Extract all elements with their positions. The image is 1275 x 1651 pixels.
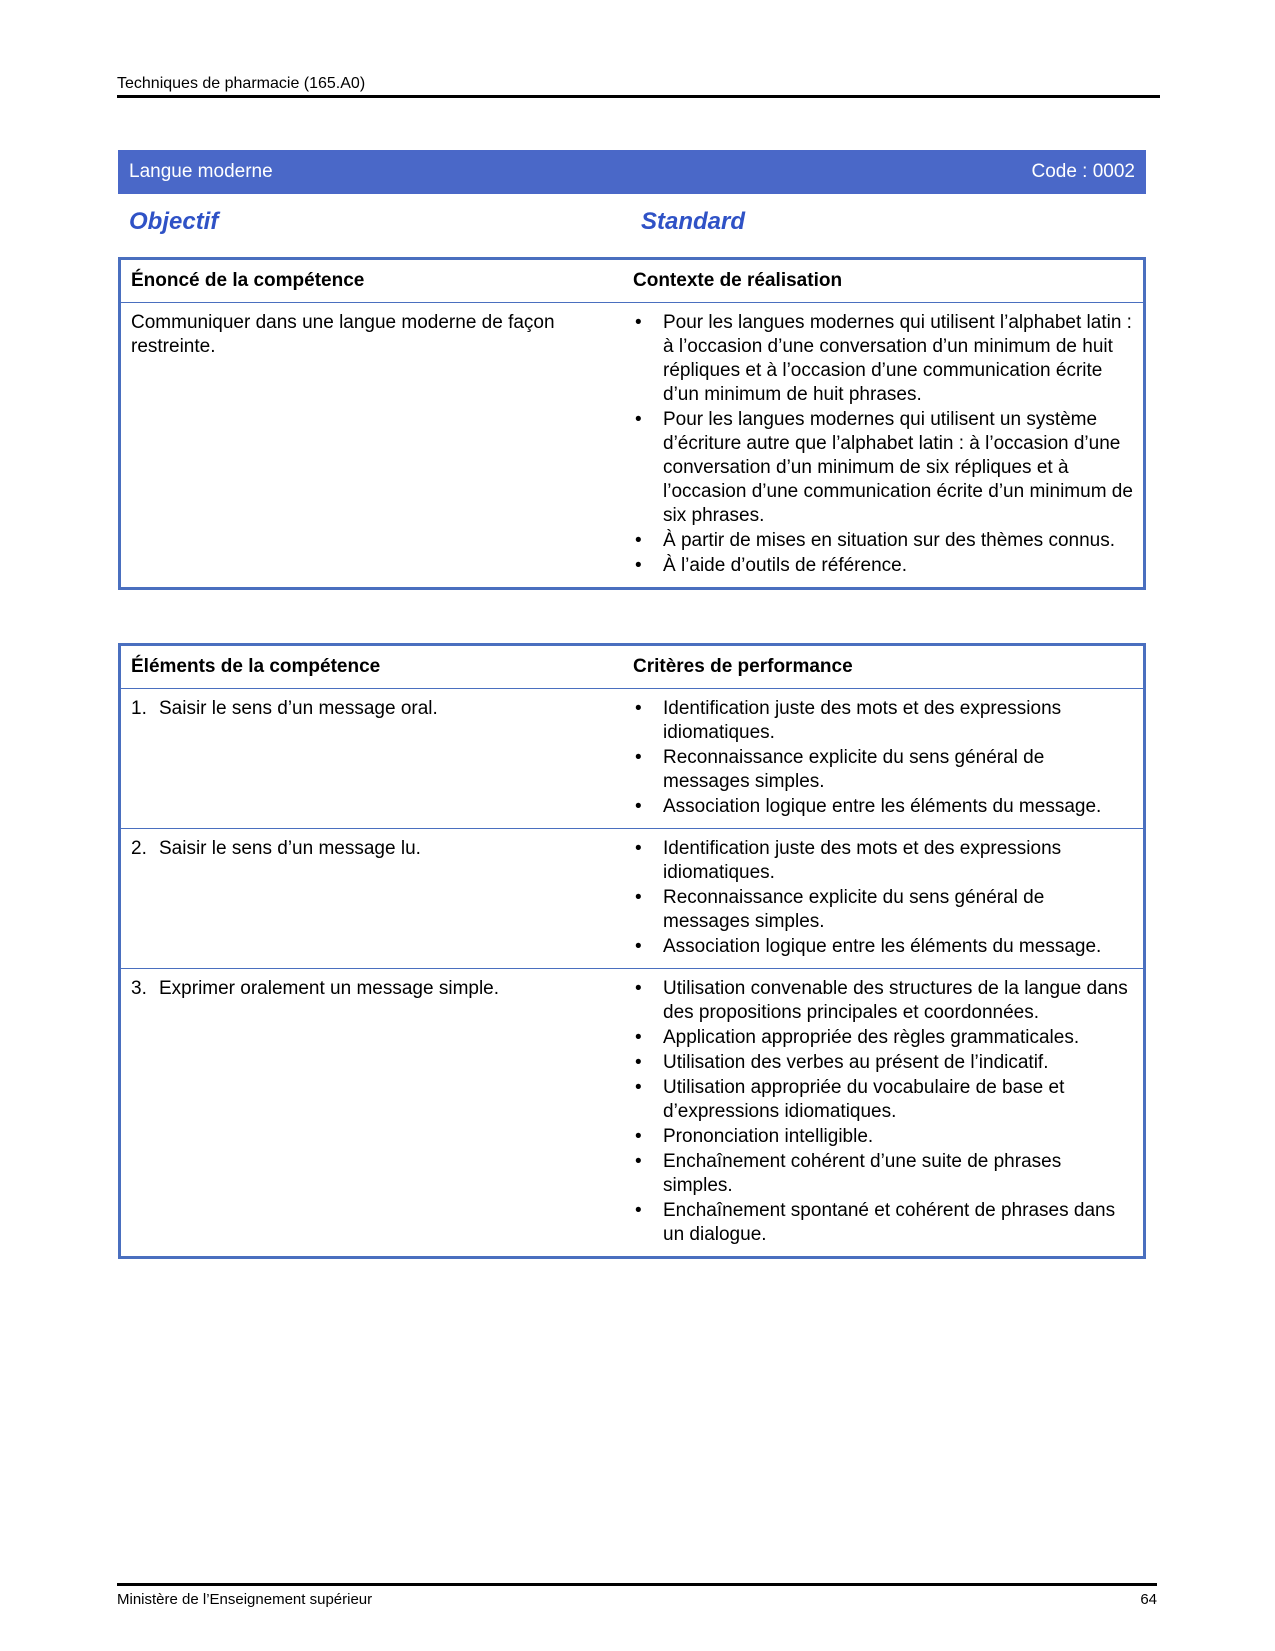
- element-item: 2. Saisir le sens d’un message lu.: [131, 838, 421, 859]
- competence-statement-header: Énoncé de la compétence: [131, 270, 365, 291]
- list-item: • Identification juste des mots et des expressions idiomatiques.: [635, 698, 1062, 743]
- bullet-icon: •: [635, 698, 642, 719]
- criteria-list: [633, 977, 1133, 1247]
- list-item: • Application appropriée des règles grammaticales.: [635, 1027, 1080, 1048]
- criteria-header: Critères de performance: [633, 656, 853, 677]
- subject-title: Langue moderne: [129, 161, 273, 182]
- list-item: • Reconnaissance explicite du sens général de messages simples.: [635, 887, 1045, 932]
- title-bar: [118, 150, 1146, 194]
- bullet-icon: •: [635, 747, 642, 768]
- list-item: • Prononciation intelligible.: [635, 1126, 874, 1147]
- subhead-objectif: Objectif: [129, 208, 219, 235]
- list-item: • Utilisation appropriée du vocabulaire de base et d’expressions idiomatiques.: [635, 1077, 1065, 1122]
- list-item: • Utilisation convenable des structures de la langue dans des propositions principales et coordonnées.: [635, 978, 1128, 1023]
- bullet-icon: •: [635, 978, 642, 999]
- footer-ministry: Ministère de l’Enseignement supérieur: [117, 1591, 373, 1608]
- competence-table: [118, 257, 1146, 590]
- bullet-icon: •: [635, 530, 642, 551]
- competence-header-row: [121, 260, 1143, 302]
- elements-header-row: [121, 646, 1143, 688]
- table-row: [121, 828, 1143, 968]
- bullet-icon: •: [635, 312, 642, 333]
- criteria-list: [633, 697, 1133, 819]
- element-item: 1. Saisir le sens d’un message oral.: [131, 698, 438, 719]
- competence-body-row: [121, 302, 1143, 587]
- bullet-icon: •: [635, 409, 642, 430]
- page-footer: [117, 1591, 1157, 1608]
- header-rule: [117, 95, 1160, 98]
- list-item: • Association logique entre les éléments du message.: [635, 936, 1102, 957]
- section-subheads: [118, 208, 1146, 238]
- bullet-icon: •: [635, 887, 642, 908]
- list-item: • Pour les langues modernes qui utilisent l’alphabet latin : à l’occasion d’une conversation d’un minimum de huit répliques et à l’occasion d’une communication écrite d’un minimum de huit phrases.: [635, 312, 1132, 405]
- competence-statement: Communiquer dans une langue moderne de façon restreinte.: [131, 312, 555, 357]
- element-item: 3. Exprimer oralement un message simple.: [131, 978, 500, 999]
- table-row: [121, 968, 1143, 1256]
- list-item: • Pour les langues modernes qui utilisent un système d’écriture autre que l’alphabet latin : à l’occasion d’une conversation d’un minimum de six répliques et à l’occasion d’une communication écrite d’un minimum de six phrases.: [635, 409, 1133, 526]
- list-item: • Utilisation des verbes au présent de l’indicatif.: [635, 1052, 1049, 1073]
- table-row: [121, 688, 1143, 828]
- list-item: • Reconnaissance explicite du sens général de messages simples.: [635, 747, 1045, 792]
- bullet-icon: •: [635, 796, 642, 817]
- subject-code: Code : 0002: [1031, 161, 1135, 182]
- bullet-icon: •: [635, 1200, 642, 1221]
- page-number: 64: [1140, 1591, 1157, 1608]
- list-item: • Identification juste des mots et des expressions idiomatiques.: [635, 838, 1062, 883]
- bullet-icon: •: [635, 1052, 642, 1073]
- criteria-list: [633, 837, 1133, 959]
- subhead-standard: Standard: [641, 208, 746, 235]
- bullet-icon: •: [635, 936, 642, 957]
- context-header: Contexte de réalisation: [633, 270, 843, 291]
- bullet-icon: •: [635, 555, 642, 576]
- elements-header: Éléments de la compétence: [131, 656, 381, 677]
- context-list: [633, 311, 1133, 578]
- list-item: • Association logique entre les éléments du message.: [635, 796, 1102, 817]
- bullet-icon: •: [635, 1077, 642, 1098]
- list-item: • Enchaînement cohérent d’une suite de phrases simples.: [635, 1151, 1062, 1196]
- bullet-icon: •: [635, 1027, 642, 1048]
- list-item: • À l’aide d’outils de référence.: [635, 555, 907, 576]
- list-item: • Enchaînement spontané et cohérent de phrases dans un dialogue.: [635, 1200, 1116, 1245]
- bullet-icon: •: [635, 1126, 642, 1147]
- bullet-icon: •: [635, 1151, 642, 1172]
- list-item: • À partir de mises en situation sur des thèmes connus.: [635, 530, 1116, 551]
- page-header-program: Techniques de pharmacie (165.A0): [117, 75, 366, 92]
- footer-rule: [117, 1583, 1157, 1586]
- elements-table: [118, 643, 1146, 1259]
- bullet-icon: •: [635, 838, 642, 859]
